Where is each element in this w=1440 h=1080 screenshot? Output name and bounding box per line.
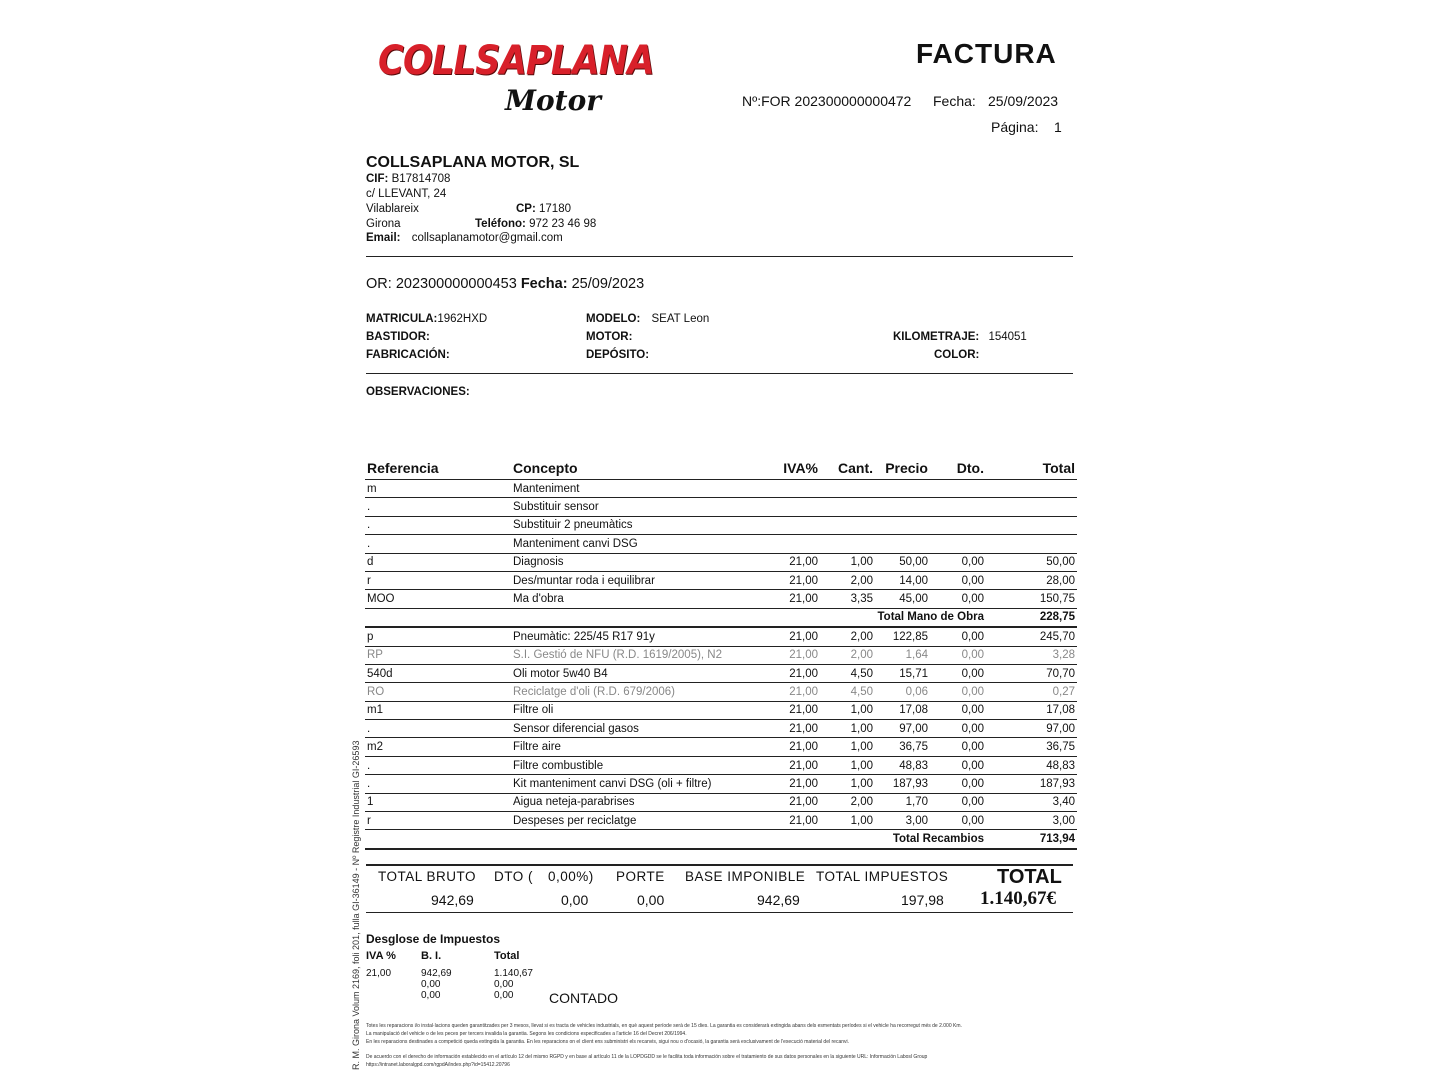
tax-row-total: 0,00 (494, 990, 514, 1001)
tax-header-base: B. I. (421, 950, 442, 962)
cell-price (875, 516, 930, 534)
cell-qty: 1,00 (820, 738, 875, 756)
cell-vat: 21,00 (773, 701, 820, 719)
table-row (365, 812, 1077, 830)
cell-reference: RO (365, 683, 511, 701)
table-row (365, 756, 1077, 774)
tax-row-base: 0,00 (421, 979, 441, 990)
km-value: 154051 (988, 331, 1027, 343)
cell-discount (930, 516, 986, 534)
cp-value: 17180 (539, 203, 571, 215)
cell-price: 1,64 (875, 646, 930, 664)
cell-qty: 2,00 (820, 571, 875, 589)
table-row (365, 627, 1077, 646)
cell-reference: r (365, 812, 511, 830)
cell-concept: Manteniment canvi DSG (511, 535, 773, 553)
table-row (365, 720, 1077, 738)
plate-value: 1962HXD (437, 313, 488, 325)
table-row (365, 590, 1077, 608)
cell-discount: 0,00 (930, 775, 986, 793)
cell-price: 15,71 (875, 664, 930, 682)
table-row (365, 571, 1077, 589)
company-city: Vilablareix (366, 203, 419, 215)
cell-price: 97,00 (875, 720, 930, 738)
registry-side-text: R. M. Girona Volum 2169, foli 201, fulla GI-36149 - Nº Registre Industrial GI-26593 (351, 740, 361, 1070)
cell-discount (930, 480, 986, 498)
cell-qty: 4,50 (820, 683, 875, 701)
cell-total: 50,00 (986, 553, 1077, 571)
cell-reference: r (365, 571, 511, 589)
gross-label: TOTAL BRUTO (378, 869, 477, 884)
or-number: 202300000000453 (395, 276, 517, 292)
cell-discount: 0,00 (930, 590, 986, 608)
tax-row-base: 942,69 (421, 968, 452, 979)
model-value: SEAT Leon (651, 313, 710, 325)
cell-vat: 21,00 (773, 590, 820, 608)
cell-concept: Pneumàtic: 225/45 R17 91y (511, 627, 773, 646)
email-label: Email: (366, 232, 401, 244)
divider (366, 864, 1073, 866)
cell-price: 48,83 (875, 756, 930, 774)
cell-concept: Substituir 2 pneumàtics (511, 516, 773, 534)
cif-value: B17814708 (391, 173, 451, 185)
cell-concept: Substituir sensor (511, 498, 773, 516)
cell-total (986, 498, 1077, 516)
cell-reference: 1 (365, 793, 511, 811)
cell-vat (773, 498, 820, 516)
company-logo-subtext: Motor (505, 84, 602, 117)
cell-vat: 21,00 (773, 627, 820, 646)
cell-reference: m (365, 480, 511, 498)
col-header-vat: IVA% (773, 459, 820, 480)
cell-concept: Reciclatge d'oli (R.D. 679/2006) (511, 683, 773, 701)
cell-reference: m2 (365, 738, 511, 756)
cell-discount: 0,00 (930, 793, 986, 811)
cell-price: 187,93 (875, 775, 930, 793)
table-row (365, 775, 1077, 793)
cell-qty: 1,00 (820, 553, 875, 571)
cell-price (875, 480, 930, 498)
table-row (365, 683, 1077, 701)
cell-vat (773, 480, 820, 498)
tax-header-total: Total (494, 950, 520, 962)
invoice-date-label: Fecha: (933, 93, 976, 109)
cell-concept: Filtre oli (511, 701, 773, 719)
cell-total: 0,27 (986, 683, 1077, 701)
or-date: 25/09/2023 (571, 276, 645, 292)
legal-text: Totes les reparacions i/o instal·lacions queden garantitzades per 3 mesos, llevat si es tracta de vehicles industrials, en què aquest període serà de 15 dies. La garantia es considerarà extingida abans dels esmentats períodes si el vehicle ha recorregut més de 2.000 Km. (366, 1023, 962, 1029)
chassis-label: BASTIDOR: (366, 331, 430, 343)
col-header-total: Total (986, 459, 1077, 480)
phone-label: Teléfono: (475, 218, 526, 230)
legal-url: https://intranet.laboralgpd.com/rgpdA/index.php?id=15412.20796 (366, 1062, 510, 1068)
legal-text: En les reparacions destinades a competició queda extingida la garantia. En les reparacions on el client ens subministri els recanvis, sigui nou o d'ocasió, la garantia serà exclusivament de l'execució material del recanvi. (366, 1039, 850, 1045)
cell-reference: d (365, 553, 511, 571)
cell-vat: 21,00 (773, 738, 820, 756)
cell-qty: 1,00 (820, 701, 875, 719)
table-row (365, 646, 1077, 664)
subtotal-spacer (365, 608, 875, 627)
discount-percent: 0,00%) (548, 869, 594, 884)
cell-total: 150,75 (986, 590, 1077, 608)
cell-concept: Manteniment (511, 480, 773, 498)
or-date-label: Fecha: (520, 276, 568, 292)
cell-vat: 21,00 (773, 571, 820, 589)
cell-discount: 0,00 (930, 553, 986, 571)
invoice-number: Nº:FOR 202300000000472 (742, 93, 912, 109)
payment-method: CONTADO (549, 990, 618, 1006)
table-row (365, 498, 1077, 516)
subtotal-spacer (365, 830, 875, 849)
color-label: COLOR: (934, 349, 980, 361)
cell-qty: 1,00 (820, 775, 875, 793)
cell-discount: 0,00 (930, 738, 986, 756)
table-row (365, 793, 1077, 811)
cell-price: 50,00 (875, 553, 930, 571)
cell-qty (820, 480, 875, 498)
subtotal-row (365, 830, 1077, 849)
tax-header-vat: IVA % (366, 950, 396, 962)
cell-vat: 21,00 (773, 720, 820, 738)
cell-qty (820, 498, 875, 516)
cell-vat: 21,00 (773, 775, 820, 793)
cell-qty (820, 535, 875, 553)
tax-row-total: 0,00 (494, 979, 514, 990)
engine-label: MOTOR: (586, 331, 633, 343)
subtotal-value: 228,75 (986, 608, 1077, 627)
cell-price: 1,70 (875, 793, 930, 811)
cell-total: 245,70 (986, 627, 1077, 646)
cell-qty: 3,35 (820, 590, 875, 608)
cell-total: 3,28 (986, 646, 1077, 664)
discount-label: DTO ( (494, 869, 533, 884)
tax-row-total: 1.140,67 (494, 968, 533, 979)
cell-total: 28,00 (986, 571, 1077, 589)
cell-total (986, 480, 1077, 498)
legal-text: La manipulació del vehicle o de les peces per tercers invalida la garantia. Segons les condicions especificades a l'article 16 del Decret 206/1994. (366, 1031, 687, 1037)
cell-vat: 21,00 (773, 812, 820, 830)
cell-vat: 21,00 (773, 793, 820, 811)
cell-qty: 1,00 (820, 812, 875, 830)
cell-discount: 0,00 (930, 646, 986, 664)
cell-total: 48,83 (986, 756, 1077, 774)
cell-price: 3,00 (875, 812, 930, 830)
or-label: OR: (366, 276, 392, 292)
divider (366, 373, 1073, 374)
cell-qty: 2,00 (820, 646, 875, 664)
col-header-price: Precio (875, 459, 930, 480)
cell-vat: 21,00 (773, 683, 820, 701)
company-province: Girona (366, 218, 401, 230)
col-header-discount: Dto. (930, 459, 986, 480)
cell-qty (820, 516, 875, 534)
cell-discount: 0,00 (930, 812, 986, 830)
subtotal-value: 713,94 (986, 830, 1077, 849)
cell-total: 3,40 (986, 793, 1077, 811)
cell-price: 45,00 (875, 590, 930, 608)
cell-price: 36,75 (875, 738, 930, 756)
cell-reference: 540d (365, 664, 511, 682)
cell-concept: Filtre aire (511, 738, 773, 756)
cell-discount: 0,00 (930, 683, 986, 701)
cell-price: 17,08 (875, 701, 930, 719)
cell-reference: . (365, 720, 511, 738)
grand-total-value: 1.140,67€ (980, 888, 1056, 909)
subtotal-label: Total Mano de Obra (875, 608, 986, 627)
page-label: Página: (991, 119, 1039, 135)
cell-total (986, 516, 1077, 534)
email-value: collsaplanamotor@gmail.com (411, 232, 563, 244)
cell-concept: Sensor diferencial gasos (511, 720, 773, 738)
cell-concept: Ma d'obra (511, 590, 773, 608)
cell-discount: 0,00 (930, 756, 986, 774)
cell-qty: 2,00 (820, 627, 875, 646)
cell-concept: Des/muntar roda i equilibrar (511, 571, 773, 589)
cell-concept: Filtre combustible (511, 756, 773, 774)
cell-reference: . (365, 535, 511, 553)
subtotal-row (365, 608, 1077, 627)
cell-concept: Aigua neteja-parabrises (511, 793, 773, 811)
cell-total: 70,70 (986, 664, 1077, 682)
cell-total: 36,75 (986, 738, 1077, 756)
cell-reference: . (365, 775, 511, 793)
manufacture-label: FABRICACIÓN: (366, 349, 450, 361)
phone-value: 972 23 46 98 (529, 218, 597, 230)
cell-discount (930, 498, 986, 516)
cell-concept: Oli motor 5w40 B4 (511, 664, 773, 682)
km-label: KILOMETRAJE: (893, 331, 980, 343)
cell-vat (773, 516, 820, 534)
company-logo-text: COLLSAPLANA (378, 38, 654, 84)
cell-vat (773, 535, 820, 553)
company-address: c/ LLEVANT, 24 (366, 188, 447, 200)
total-taxes-label: TOTAL IMPUESTOS (816, 869, 949, 884)
plate-label: MATRICULA: (366, 313, 438, 325)
cell-qty: 4,50 (820, 664, 875, 682)
tax-row-base: 0,00 (421, 990, 441, 1001)
table-row (365, 535, 1077, 553)
cell-price: 14,00 (875, 571, 930, 589)
cell-concept: S.I. Gestió de NFU (R.D. 1619/2005), N2 (511, 646, 773, 664)
cell-concept: Kit manteniment canvi DSG (oli + filtre) (511, 775, 773, 793)
cell-price (875, 535, 930, 553)
cell-total: 17,08 (986, 701, 1077, 719)
col-header-concept: Concepto (511, 459, 773, 480)
cell-total: 3,00 (986, 812, 1077, 830)
cell-vat: 21,00 (773, 756, 820, 774)
cell-reference: . (365, 498, 511, 516)
subtotal-label: Total Recambios (875, 830, 986, 849)
cell-total (986, 535, 1077, 553)
cell-reference: RP (365, 646, 511, 664)
col-header-reference: Referencia (365, 459, 511, 480)
cell-total: 97,00 (986, 720, 1077, 738)
cell-qty: 1,00 (820, 720, 875, 738)
table-row (365, 516, 1077, 534)
cell-reference: m1 (365, 701, 511, 719)
table-header-row (365, 459, 1077, 480)
cell-discount: 0,00 (930, 701, 986, 719)
model-label: MODELO: (586, 313, 641, 325)
document-title: FACTURA (916, 38, 1057, 69)
cell-qty: 1,00 (820, 756, 875, 774)
cell-concept: Diagnosis (511, 553, 773, 571)
cell-reference: . (365, 756, 511, 774)
table-row (365, 664, 1077, 682)
tax-breakdown-title: Desglose de Impuestos (366, 932, 501, 946)
total-taxes-value: 197,98 (901, 892, 944, 908)
cell-qty: 2,00 (820, 793, 875, 811)
divider (366, 912, 1073, 913)
cell-total: 187,93 (986, 775, 1077, 793)
items-table (365, 459, 1077, 850)
cell-discount: 0,00 (930, 664, 986, 682)
shipping-label: PORTE (616, 869, 665, 884)
table-row (365, 480, 1077, 498)
cell-reference: p (365, 627, 511, 646)
tax-row-vat: 21,00 (366, 968, 392, 979)
cell-discount: 0,00 (930, 627, 986, 646)
cp-label: CP: (516, 203, 536, 215)
cell-vat: 21,00 (773, 553, 820, 571)
shipping-value: 0,00 (637, 892, 665, 908)
grand-total-label: TOTAL (997, 866, 1062, 888)
table-row (365, 553, 1077, 571)
tank-label: DEPÓSITO: (586, 349, 650, 361)
repair-order-line (366, 276, 644, 292)
cif-label: CIF: (366, 173, 389, 185)
divider (366, 256, 1073, 257)
table-row (365, 738, 1077, 756)
cell-reference: MOO (365, 590, 511, 608)
cell-reference: . (365, 516, 511, 534)
legal-text: De acuerdo con el derecho de información establecido en el artículo 12 del mismo RGPD y en base al artículo 11 de la LOPDGDD se le facilita toda información sobre el tratamiento de sus datos personales en la siguiente URL: Información Labosl Group (366, 1054, 928, 1060)
cell-discount: 0,00 (930, 720, 986, 738)
invoice-date: 25/09/2023 (988, 93, 1059, 109)
cell-discount (930, 535, 986, 553)
cell-price: 0,06 (875, 683, 930, 701)
cell-vat: 21,00 (773, 646, 820, 664)
discount-value: 0,00 (561, 892, 589, 908)
cell-price: 122,85 (875, 627, 930, 646)
cell-price (875, 498, 930, 516)
cell-concept: Despeses per reciclatge (511, 812, 773, 830)
cell-discount: 0,00 (930, 571, 986, 589)
table-row (365, 701, 1077, 719)
gross-value: 942,69 (431, 892, 474, 908)
taxable-base-label: BASE IMPONIBLE (685, 869, 806, 884)
cell-vat: 21,00 (773, 664, 820, 682)
page-number: 1 (1054, 119, 1062, 135)
observations-label: OBSERVACIONES: (366, 386, 470, 398)
company-name: COLLSAPLANA MOTOR, SL (366, 154, 580, 171)
taxable-base-value: 942,69 (757, 892, 800, 908)
col-header-qty: Cant. (820, 459, 875, 480)
